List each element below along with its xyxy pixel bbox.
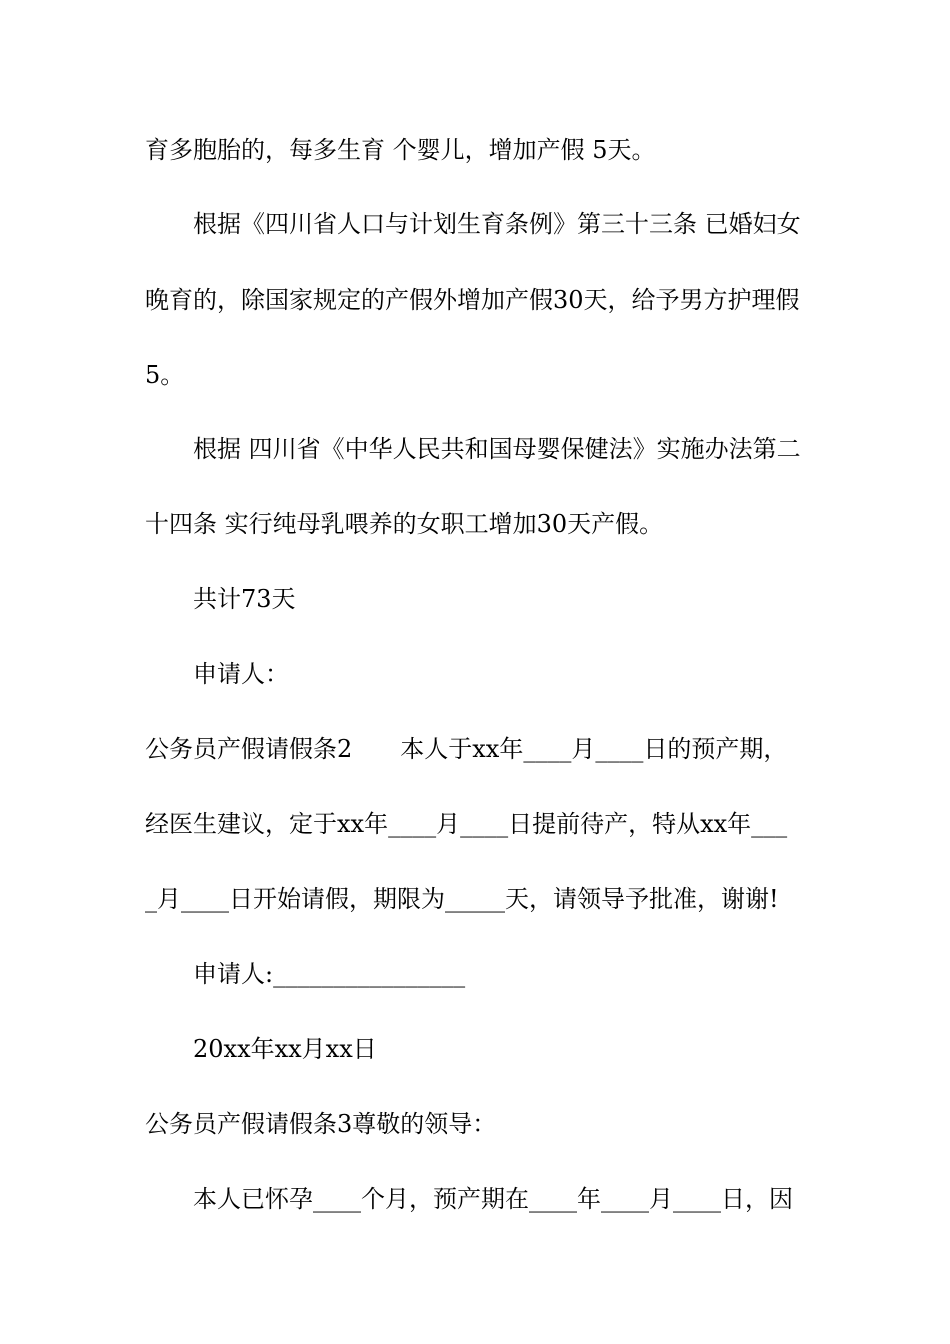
paragraph-line-5: 根据 四川省《中华人民共和国母婴保健法》实施办法第二 bbox=[193, 435, 801, 463]
paragraph-line-1: 育多胞胎的，每多生育 个婴儿，增加产假 5天。 bbox=[145, 136, 656, 164]
paragraph-line-4: 5。 bbox=[145, 361, 185, 389]
paragraph-line-2: 根据《四川省人口与计划生育条例》第三十三条 已婚妇女 bbox=[193, 210, 801, 238]
paragraph-line-6: 十四条 实行纯母乳喂养的女职工增加30天产假。 bbox=[145, 510, 664, 538]
applicant-signature-line: 申请人:________________ bbox=[193, 960, 466, 988]
leave-note-2-line-2: 经医生建议，定于xx年____月____日提前待产，特从xx年___ bbox=[145, 810, 788, 838]
leave-note-2-line-3: _月____日开始请假，期限为_____天，请领导予批准，谢谢! bbox=[145, 885, 779, 913]
leave-note-3-heading: 公务员产假请假条3尊敬的领导： bbox=[145, 1110, 497, 1138]
leave-note-3-line-1: 本人已怀孕____个月，预产期在____年____月____日，因 bbox=[193, 1185, 793, 1213]
paragraph-line-3: 晚育的，除国家规定的产假外增加产假30天，给予男方护理假 bbox=[145, 286, 800, 314]
leave-note-2-line-1: 公务员产假请假条2 本人于xx年____月____日的预产期， bbox=[145, 735, 788, 763]
total-days-line: 共计73天 bbox=[193, 585, 296, 613]
applicant-line: 申请人： bbox=[193, 660, 289, 688]
date-line: 20xx年xx月xx日 bbox=[193, 1035, 377, 1063]
